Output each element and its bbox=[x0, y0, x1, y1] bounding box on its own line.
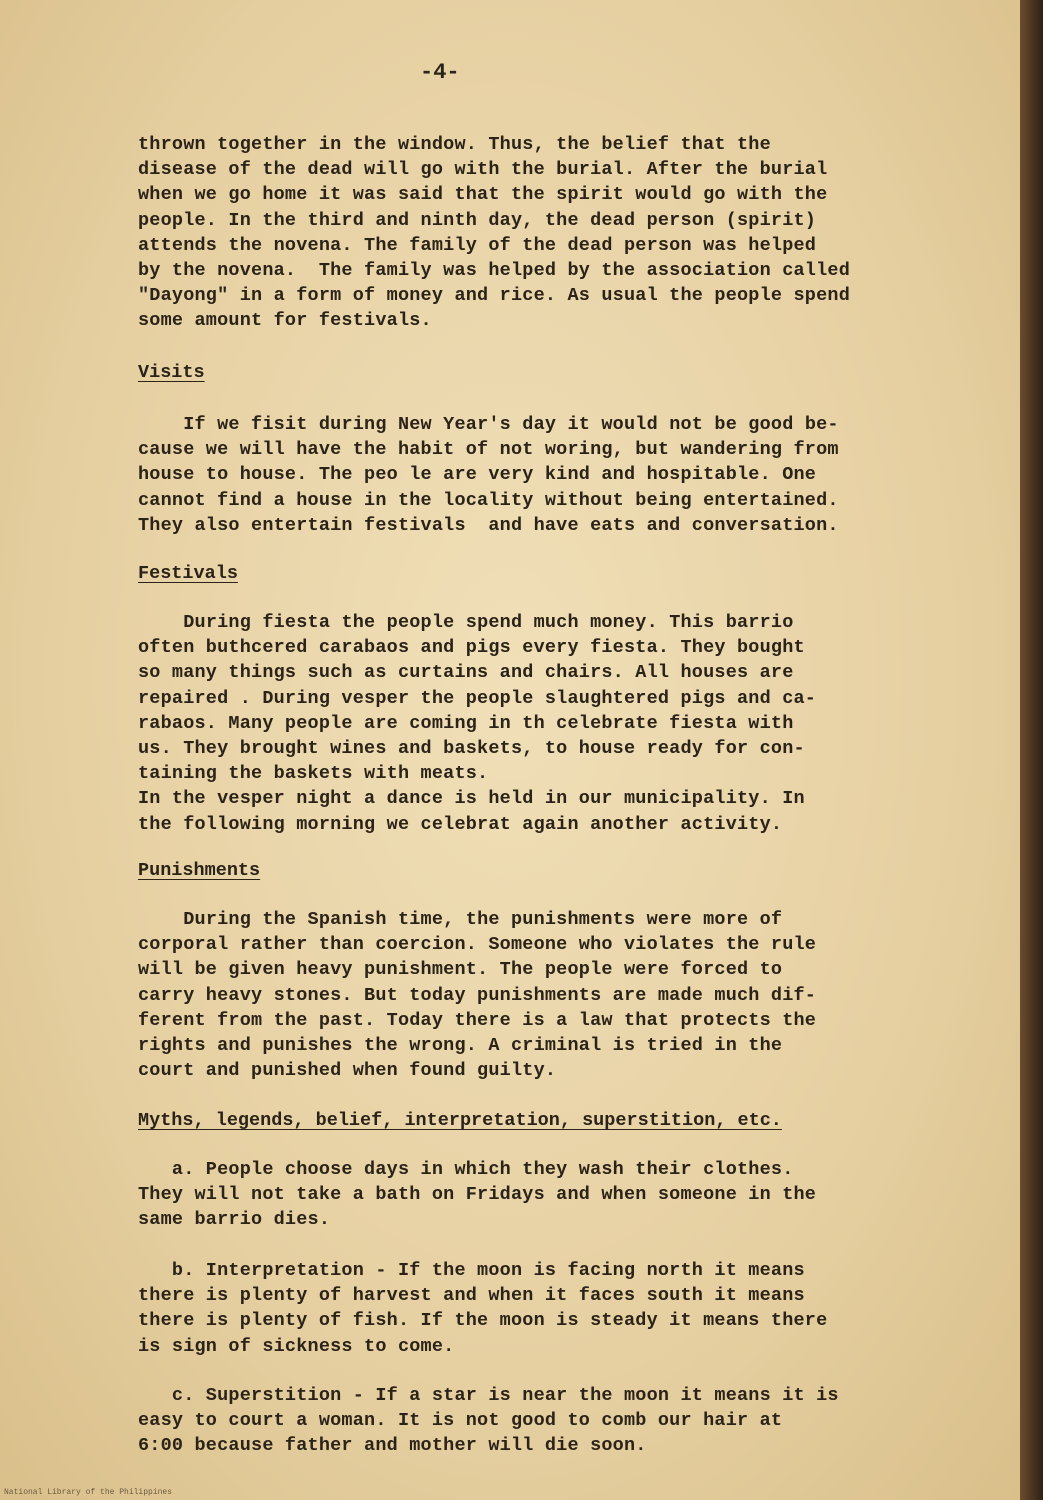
festivals-paragraph: During fiesta the people spend much money. This barrio often buthcered carabaos and pigs every fiesta. They bought so many things such as curtains and chairs. All houses are repaired . During vesper the people slaughtered pigs and ca- rabaos. Many people are coming in th celebrate fiesta with us. They brought wines and baskets, to house ready for con- taining the baskets with meats. In the vesper night a dance is held in our municipality. In the following morning we celebrat again another activity. bbox=[138, 612, 817, 835]
heading-festivals: Festivals bbox=[138, 563, 238, 584]
myths-item-c: c. Superstition - If a star is near the moon it means it is easy to court a woman. It is not good to comb our hair at 6:00 because father and mother will die soon. bbox=[138, 1385, 839, 1457]
heading-punishments: Punishments bbox=[138, 860, 261, 881]
book-spine bbox=[1020, 0, 1043, 1500]
archive-footer: National Library of the Philippines bbox=[4, 1488, 173, 1497]
myths-item-a: a. People choose days in which they wash their clothes. They will not take a bath on Fridays and when someone in the same barrio dies. bbox=[138, 1159, 817, 1231]
page-number: -4- bbox=[420, 60, 460, 85]
punishments-paragraph: During the Spanish time, the punishments were more of corporal rather than coercion. Someone who violates the rule will be given heavy punishment. The people were forced to carry heavy stones. But today punishments are made much dif- ferent from the past. Today there is a law that protects the rights and punishes the wrong. A criminal is tried in the court and punished when found guilty. bbox=[138, 909, 817, 1082]
heading-myths: Myths, legends, belief, interpretation, superstition, etc. bbox=[138, 1110, 782, 1131]
myths-item-b: b. Interpretation - If the moon is facing north it means there is plenty of harvest and when it faces south it means there is plenty of fish. If the moon is steady it means there is sign of sickness to come. bbox=[138, 1260, 828, 1357]
intro-paragraph: thrown together in the window. Thus, the belief that the disease of the dead will go with the burial. After the burial when we go home it was said that the spirit would go with the people. In the third and ninth day, the dead person (spirit) attends the novena. The family of the dead person was helped by the novena. The family was helped by the association called "Dayong" in a form of money and rice. As usual the people spend some amount for festivals. bbox=[138, 134, 851, 332]
heading-visits: Visits bbox=[138, 362, 205, 383]
visits-paragraph: If we fisit during New Year's day it would not be good be- cause we will have the habit of not woring, but wandering from house to house. The peo le are very kind and hospitable. One cannot find a house in the locality without being entertained. They also entertain festivals and have eats and conversation. bbox=[138, 414, 839, 536]
